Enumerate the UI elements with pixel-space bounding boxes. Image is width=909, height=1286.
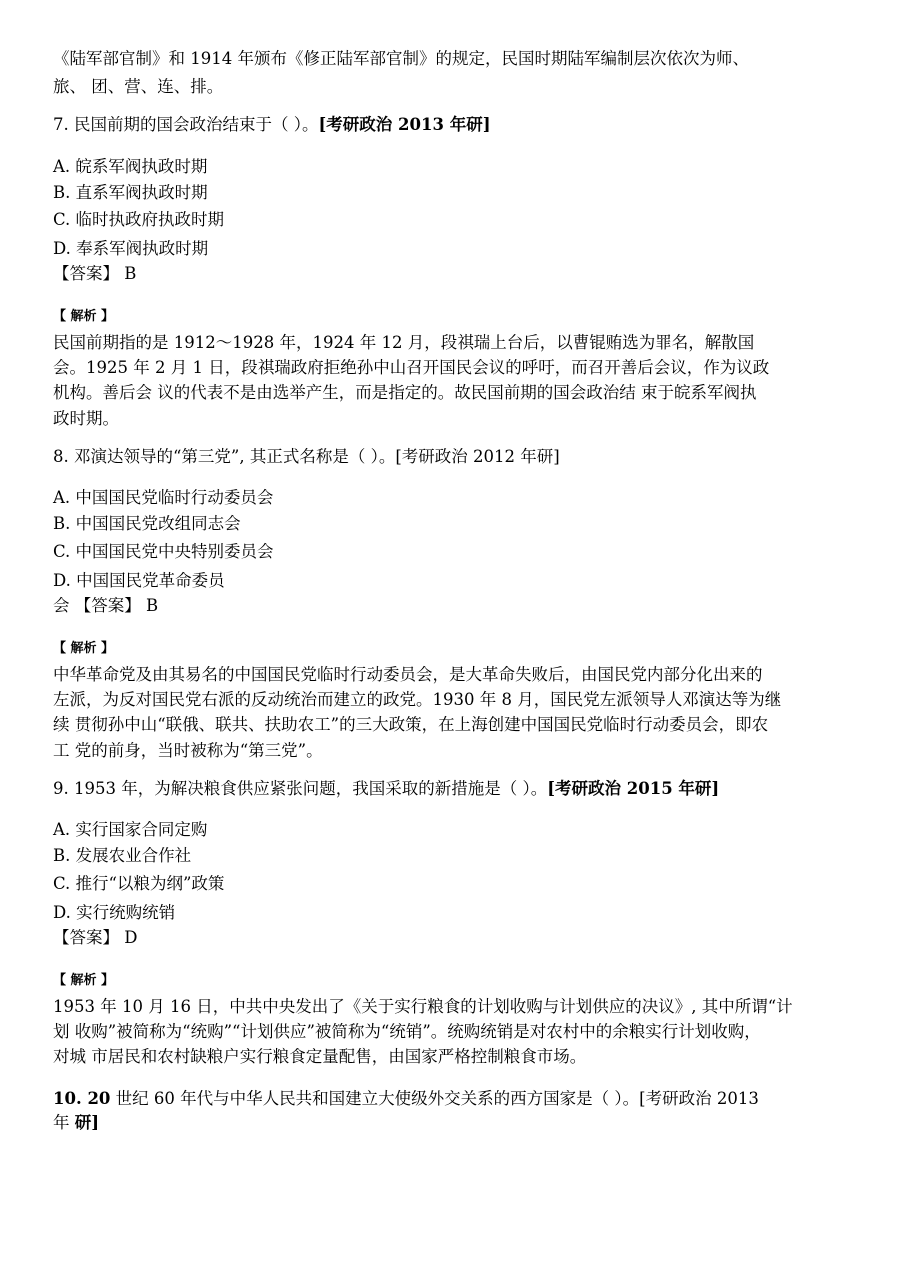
- question-text: 9. 1953 年，为解决粮食供应紧张问题，我国采取的新措施是（ ）。: [53, 779, 548, 798]
- question-text: 世纪 60 年代与中华人民共和国建立大使级外交关系的西方国家是（ ）。[考研政治 2013: [110, 1089, 759, 1108]
- option-a: A. 实行国家合同定购: [53, 820, 208, 839]
- analysis-heading: 【 解析 】: [53, 641, 115, 656]
- question-text: 7. 民国前期的国会政治结束于（ ）。: [53, 115, 319, 134]
- option-c: C. 临时执政府执政时期: [53, 210, 225, 229]
- analysis-heading: 【 解析 】: [53, 973, 115, 988]
- option-a: A. 皖系军阀执政时期: [53, 157, 208, 176]
- text-line: 民国前期指的是 1912～1928 年，1924 年 12 月，段祺瑞上台后，以曹锟贿选为罪名，解散国: [53, 333, 755, 352]
- analysis-heading: 【 解析 】: [53, 309, 115, 324]
- text-line: 旅、 团、营、连、排。: [53, 77, 224, 96]
- question-text: 年: [53, 1113, 75, 1132]
- question-source: [考研政治 2013 年研]: [318, 115, 491, 134]
- text-line: 对城 市居民和农村缺粮户实行粮食定量配售，由国家严格控制粮食市场。: [53, 1047, 587, 1066]
- option-c: C. 中国国民党中央特别委员会: [53, 542, 274, 561]
- answer: 【答案】 B: [53, 264, 137, 283]
- text-line: 划 收购”被简称为“统购”“计划供应”被简称为“统销”。统购统销是对农村中的余粮实行计划收购，: [53, 1022, 761, 1041]
- question-source: 研]: [74, 1113, 100, 1132]
- question-10-title-cont: [53, 1112, 99, 1134]
- text-line: 政时期。: [53, 409, 119, 428]
- option-d: D. 中国国民党革命委员: [53, 571, 225, 590]
- answer: 【答案】 D: [53, 928, 138, 947]
- question-9-title: [53, 778, 719, 800]
- text-line: 1953 年 10 月 16 日，中共中央发出了《关于实行粮食的计划收购与计划供应的决议》, 其中所谓“计: [53, 997, 793, 1016]
- question-7-title: [53, 114, 491, 136]
- text-line: 左派，为反对国民党右派的反动统治而建立的政党。1930 年 8 月，国民党左派领导人邓演达等为继: [53, 690, 782, 709]
- text-line: 续 贯彻孙中山“联俄、联共、扶助农工”的三大政策，在上海创建中国国民党临时行动委员会，即农: [53, 715, 769, 734]
- option-c: C. 推行“以粮为纲”政策: [53, 874, 225, 893]
- option-b: B. 发展农业合作社: [53, 846, 192, 865]
- option-a: A. 中国国民党临时行动委员会: [53, 488, 274, 507]
- text-line: 《陆军部官制》和 1914 年颁布《修正陆军部官制》的规定，民国时期陆军编制层次依次为师、: [53, 49, 749, 68]
- question-number: 10. 20: [53, 1089, 111, 1108]
- option-b: B. 直系军阀执政时期: [53, 183, 208, 202]
- option-d: D. 奉系军阀执政时期: [53, 239, 209, 258]
- answer: 会 【答案】 B: [53, 596, 159, 615]
- text-line: 中华革命党及由其易名的中国国民党临时行动委员会，是大革命失败后，由国民党内部分化出来的: [53, 665, 763, 684]
- text-line: 会。1925 年 2 月 1 日，段祺瑞政府拒绝孙中山召开国民会议的呼吁，而召开善后会议，作为议政: [53, 358, 770, 377]
- text-line: 工 党的前身，当时被称为“第三党”。: [53, 741, 323, 760]
- text-line: 机构。善后会 议的代表不是由选举产生，而是指定的。故民国前期的国会政治结 束于皖系军阀执: [53, 383, 757, 402]
- question-source: [考研政治 2015 年研]: [547, 779, 720, 798]
- question-8-title: 8. 邓演达领导的“第三党”, 其正式名称是（ ）。[考研政治 2012 年研]: [53, 447, 560, 466]
- question-10-title: [53, 1088, 759, 1110]
- option-b: B. 中国国民党改组同志会: [53, 514, 241, 533]
- option-d: D. 实行统购统销: [53, 903, 176, 922]
